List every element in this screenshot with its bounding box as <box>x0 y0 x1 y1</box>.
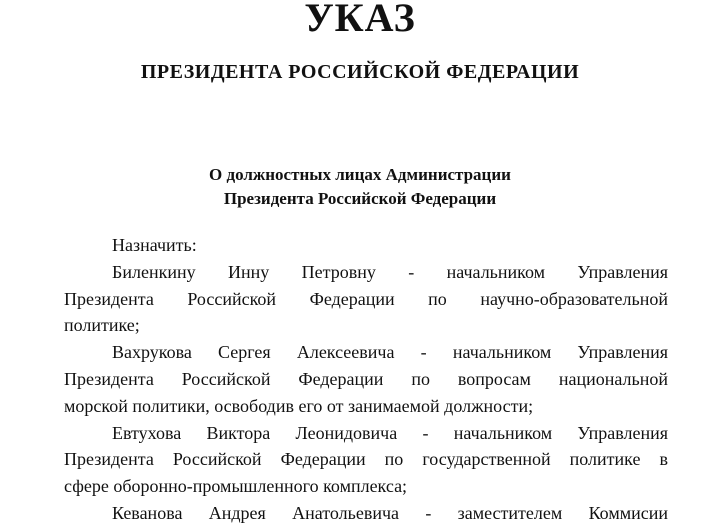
decree-line: Биленкину Инну Петровну - начальником Управления <box>112 261 668 282</box>
decree-line: Президента Российской Федерации по научно-образовательной <box>64 288 668 309</box>
decree-heading-line: О должностных лицах Администрации <box>209 165 511 184</box>
decree-line: Кеванова Андрея Анатольевича - заместителем Коммисии <box>112 502 668 523</box>
decree-line: Президента Российской Федерации по государственной политике в <box>64 449 668 470</box>
decree-line: морской политики, освободив его от занимаемой должности; <box>64 395 534 416</box>
decree-heading-line: Президента Российской Федерации <box>223 189 497 208</box>
document-subtitle: ПРЕЗИДЕНТА РОССИЙСКОЙ ФЕДЕРАЦИИ <box>140 61 580 83</box>
decree-line: сфере оборонно-промышленного комплекса; <box>64 476 408 497</box>
decree-line: Президента Российской Федерации по вопросам национальной <box>64 368 668 389</box>
decree-heading <box>0 163 720 211</box>
decree-intro: Назначить: <box>112 235 197 255</box>
decree-line: политике; <box>64 315 140 336</box>
decree-line: Евтухова Виктора Леонидовича - начальником Управления <box>112 422 668 443</box>
decree-line: Вахрукова Сергея Алексеевича - начальником Управления <box>112 342 668 363</box>
decree-body <box>64 232 668 527</box>
document-title: УКАЗ <box>304 0 416 40</box>
